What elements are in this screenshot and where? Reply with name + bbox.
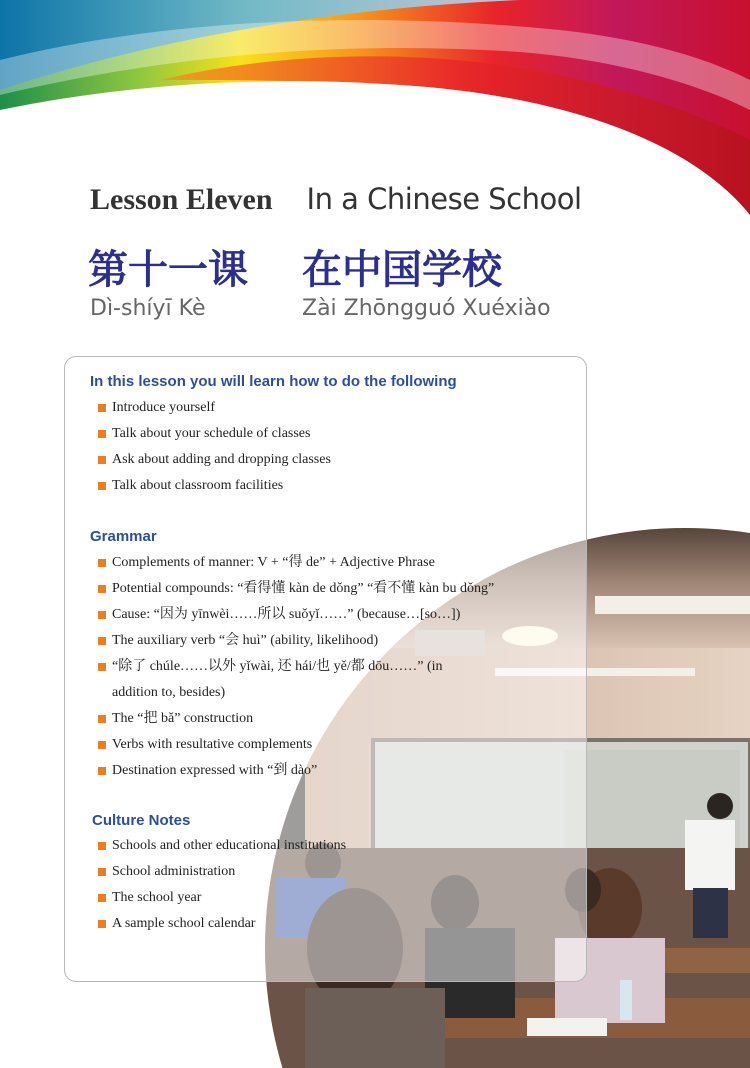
list-item: School administration [98, 859, 346, 885]
grammar-heading: Grammar [90, 528, 157, 545]
lesson-topic-pinyin: Zài Zhōngguó Xuéxiào [302, 296, 551, 321]
bullet-icon [98, 585, 106, 593]
list-item: Ask about adding and dropping classes [98, 447, 331, 473]
list-item: Talk about classroom facilities [98, 473, 331, 499]
bullet-icon [98, 741, 106, 749]
list-item: Complements of manner: V + “得 de” + Adjective Phrase [98, 550, 494, 576]
bullet-icon [98, 868, 106, 876]
list-item: Introduce yourself [98, 395, 331, 421]
bullet-icon [98, 430, 106, 438]
culture-notes-heading: Culture Notes [92, 812, 191, 829]
bullet-icon [98, 894, 106, 902]
objectives-heading: In this lesson you will learn how to do the following [90, 373, 457, 390]
bullet-icon [98, 611, 106, 619]
bullet-icon [98, 663, 106, 671]
list-item: Destination expressed with “到 dào” [98, 758, 494, 784]
bullet-icon [98, 482, 106, 490]
lesson-number: Lesson Eleven [90, 183, 273, 216]
grammar-list [98, 550, 494, 784]
bullet-icon [98, 715, 106, 723]
bullet-icon [98, 559, 106, 567]
objectives-list [98, 395, 331, 499]
bullet-icon [98, 456, 106, 464]
list-item: The “把 bǎ” construction [98, 706, 494, 732]
list-item: The auxiliary verb “会 huì” (ability, likelihood) [98, 628, 494, 654]
list-item-continuation: addition to, besides) [112, 685, 226, 700]
bullet-icon [98, 767, 106, 775]
lesson-topic: In a Chinese School [306, 182, 582, 216]
list-item: Cause: “因为 yīnwèi……所以 suǒyǐ……” (because…[so…]) [98, 602, 494, 628]
list-item: “除了 chúle……以外 yǐwài, 还 hái/也 yě/都 dōu……” (in [98, 654, 494, 680]
list-item: Verbs with resultative complements [98, 732, 494, 758]
lesson-number-pinyin: Dì-shíyī Kè [90, 296, 206, 321]
lesson-topic-cn: 在中国学校 [302, 247, 502, 293]
list-item: The school year [98, 885, 346, 911]
list-item: Talk about your schedule of classes [98, 421, 331, 447]
list-item: Potential compounds: “看得懂 kàn de dǒng” “看不懂 kàn bu dǒng” [98, 576, 494, 602]
bullet-icon [98, 920, 106, 928]
culture-notes-list [98, 833, 346, 937]
bullet-icon [98, 404, 106, 412]
list-item: A sample school calendar [98, 911, 346, 937]
list-item: Schools and other educational institutions [98, 833, 346, 859]
bullet-icon [98, 637, 106, 645]
bullet-icon [98, 842, 106, 850]
lesson-title-en [90, 182, 582, 217]
lesson-number-cn: 第十一课 [88, 247, 248, 293]
